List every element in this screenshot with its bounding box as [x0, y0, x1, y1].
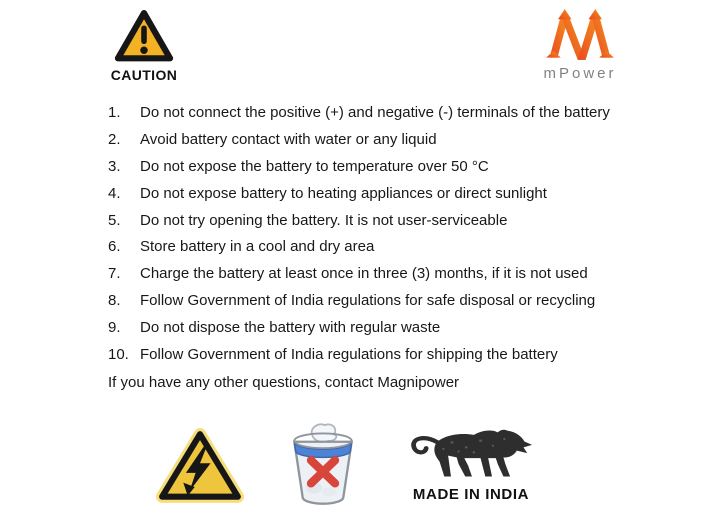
item-number: 4. — [108, 184, 121, 202]
mpower-m-icon — [545, 6, 615, 63]
do-not-dispose-bin-icon — [286, 421, 360, 510]
caution-sign — [104, 8, 184, 83]
item-text: Follow Government of India regulations for shipping the battery — [140, 346, 558, 364]
list-item — [108, 158, 638, 185]
item-text: Store battery in a cool and dry area — [140, 238, 375, 256]
item-number: 2. — [108, 130, 121, 148]
list-item — [108, 265, 638, 292]
list-item — [108, 185, 638, 212]
list-item — [108, 238, 638, 265]
mpower-logo — [536, 6, 624, 82]
item-number: 10. — [108, 346, 129, 364]
item-number: 8. — [108, 292, 121, 310]
item-text: Charge the battery at least once in three (3) months, if it is not used — [140, 265, 588, 283]
caution-label: CAUTION — [110, 67, 178, 83]
item-text: Do not connect the positive (+) and negative (-) terminals of the battery — [140, 104, 610, 121]
item-text: Do not expose the battery to temperature over 50 °C — [140, 157, 489, 175]
list-item — [108, 104, 638, 131]
instruction-list — [108, 104, 638, 401]
list-item — [108, 319, 638, 346]
item-number: 6. — [108, 238, 121, 256]
item-number: 9. — [108, 319, 121, 337]
caution-triangle-icon — [113, 8, 175, 64]
item-number: 7. — [108, 265, 121, 283]
made-in-india-mark — [396, 424, 546, 503]
make-in-india-lion-icon — [409, 424, 533, 484]
item-text: Avoid battery contact with water or any liquid — [140, 130, 437, 148]
item-text: Follow Government of India regulations for safe disposal or recycling — [140, 292, 596, 310]
list-item — [108, 346, 638, 373]
item-text: Do not try opening the battery. It is not user-serviceable — [140, 211, 508, 229]
item-text: Do not expose battery to heating appliances or direct sunlight — [140, 184, 547, 202]
mpower-logo-text: mPower — [543, 65, 617, 82]
item-number: 3. — [108, 157, 121, 175]
made-in-india-label: MADE IN INDIA — [412, 486, 530, 503]
contact-note: If you have any other questions, contact Magnipower — [108, 373, 460, 391]
item-text: Do not dispose the battery with regular waste — [140, 319, 441, 337]
item-number: 5. — [108, 211, 121, 229]
list-item — [108, 292, 638, 319]
item-number: 1. — [108, 104, 121, 121]
list-item — [108, 212, 638, 239]
list-item — [108, 131, 638, 158]
high-voltage-warning-icon — [156, 426, 244, 509]
